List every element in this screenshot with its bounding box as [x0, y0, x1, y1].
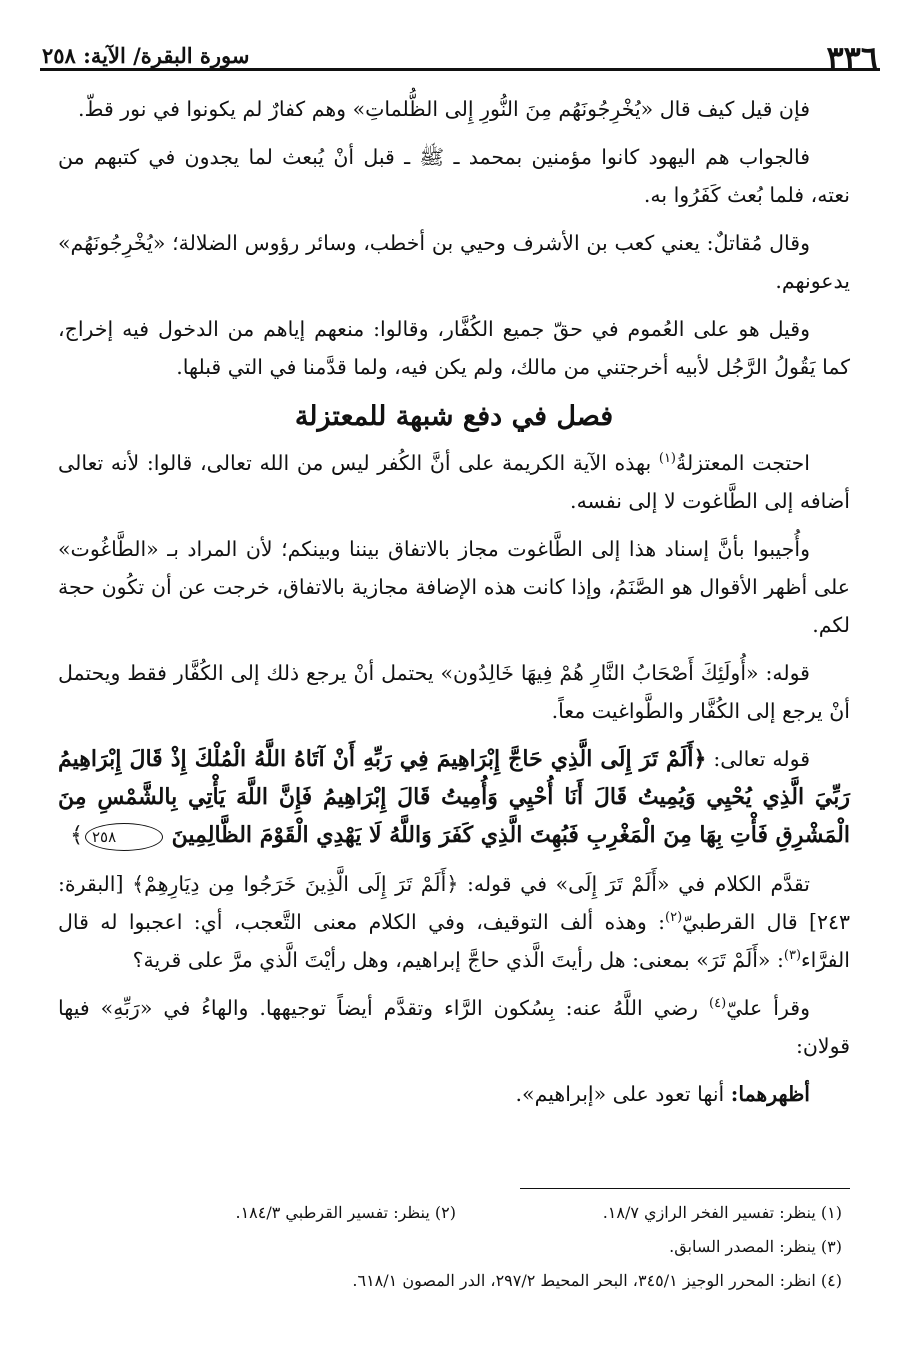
first-opinion-label: أظهرهما:: [730, 1082, 810, 1106]
footnote-1: (١) ينظر: تفسير الفخر الرازي ١٨/٧.: [602, 1203, 842, 1222]
paragraph-5-text-b: بهذه الآية الكريمة على أنَّ الكُفر ليس من الله تعالى، قالوا: لأنه تعالى أضافه إلى الطَّاغوت لا إلى نفسه.: [58, 451, 850, 513]
footnote-ref-2: (٢): [665, 910, 683, 926]
footnote-rule: [520, 1188, 850, 1189]
paragraph-5-text-a: احتجت المعتزلةُ: [676, 451, 810, 475]
paragraph-1: فإن قيل كيف قال «يُخْرِجُونَهُم مِنَ النُّورِ إِلى الظُّلماتِ» وهم كفارٌ لم يكونوا في نور قطّ.: [77, 97, 810, 121]
footnote-ref-3: (٣): [783, 948, 802, 964]
paragraph-10-text-a: وقرأ عليّ: [726, 996, 810, 1020]
paragraph-5: [58, 444, 850, 520]
paragraph-9-text-b: : وهذه ألف التوقيف، وفي الكلام معنى التَّعجب، أي: اعجبوا له قال الفرَّاء: [58, 910, 850, 972]
paragraph-6: وأُجيبوا بأنَّ إسناد هذا إلى الطَّاغوت مجاز بالاتفاق بيننا وبينكم؛ لأن المراد بـ «الطَّاغُوت» على أظهر الأقوال هو الصَّنَمُ، وإذا كانت هذه الإضافة مجازية بالاتفاق، خرجت عن أن تكُون حجة لكم.: [58, 537, 850, 637]
paragraph-10-text-b: رضي اللَّهُ عنه: بِسُكون الرَّاء وتقدَّم أيضاً توجيهها. والهاءُ في «رَبِّهِ» فيها قولان:: [58, 996, 850, 1058]
first-opinion-text: أنها تعود على «إبراهيم».: [515, 1082, 731, 1106]
footnote-3: (٣) ينظر: المصدر السابق.: [669, 1237, 842, 1256]
verse-closing-bracket: ﴾: [70, 823, 83, 848]
header-rule: [40, 68, 880, 71]
footnote-4: (٤) انظر: المحرر الوجيز ٣٤٥/١، البحر المحيط ٢٩٧/٢، الدر المصون ٦١٨/١.: [352, 1271, 842, 1290]
footnote-ref-1: (١): [658, 451, 676, 467]
footnote-2: (٢) ينظر: تفسير القرطبي ١٨٤/٣.: [235, 1203, 456, 1222]
paragraph-10: [58, 989, 850, 1065]
paragraph-4: وقيل هو على العُموم في حقّ جميع الكُفَّار، وقالوا: منعهم إياهم من الدخول فيه إخراج، كما يَقُولُ الرَّجُل لأبيه أخرجتني من مالك، ولم يكن فيه، ولما قدَّمنا في التي قبلها.: [58, 317, 850, 379]
paragraph-8-quran-verse: [58, 740, 850, 855]
footnote-ref-4: (٤): [709, 996, 727, 1012]
paragraph-9: [58, 865, 850, 979]
quran-verse-text: ﴿أَلَمْ تَرَ إِلَى الَّذِي حَاجَّ إِبْرَاهِيمَ فِي رَبِّهِ أَنْ آتَاهُ اللَّهُ الْمُلْكَ إِذْ قَالَ إِبْرَاهِيمُ رَبِّيَ الَّذِي يُحْيِي وَيُمِيتُ قَالَ أَنَا أُحْيِي وَأُمِيتُ قَالَ إِبْرَاهِيمُ فَإِنَّ اللَّهَ يَأْتِي بِالشَّمْسِ مِنَ الْمَشْرِقِ فَأْتِ بِهَا مِنَ الْمَغْرِبِ فَبُهِتَ الَّذِي كَفَرَ وَاللَّهُ لَا يَهْدِي الْقَوْمَ الظَّالِمِينَ: [58, 746, 850, 848]
running-title: سورة البقرة/ الآية: ٢٥٨: [42, 43, 250, 68]
footnotes: [70, 1196, 842, 1298]
main-text: [58, 90, 850, 1123]
verse-number-marker: ٢٥٨: [85, 823, 163, 851]
paragraph-7: قوله: «أُولَئِكَ أَصْحَابُ النَّارِ هُمْ فِيهَا خَالِدُون» يحتمل أنْ يرجع ذلك إلى الكُفَّار فقط ويحتمل أنْ يرجع إلى الكُفَّار والطَّواغيت معاً.: [58, 661, 850, 723]
paragraph-2: فالجواب هم اليهود كانوا مؤمنين بمحمد ـ ﷺ ـ قبل أنْ يُبعث لما يجدون في كتبهم من نعته، فلما بُعث كَفَرُوا به.: [58, 145, 850, 207]
page-number: ٣٣٦: [826, 39, 878, 77]
paragraph-9-text-c: : «أَلَمْ تَرَ» بمعنى: هل رأيتَ الَّذي حاجَّ إبراهيم، وهل رأيْتَ الَّذي مرَّ على قرية؟: [132, 948, 784, 972]
paragraph-3: وقال مُقاتلٌ: يعني كعب بن الأشرف وحيي بن أخطب، وسائر رؤوس الضلالة؛ «يُخْرِجُونَهُم» يدعونهم.: [58, 231, 850, 293]
verse-intro: قوله تعالى:: [706, 747, 810, 771]
paragraph-11: [58, 1075, 850, 1113]
footnote-row-1: [70, 1196, 842, 1230]
section-heading: فصل في دفع شبهة للمعتزلة: [294, 401, 614, 432]
paragraph-9-text-a: تقدَّم الكلام في «أَلَمْ تَرَ إِلَى» في قوله: ﴿أَلَمْ تَرَ إِلَى الَّذِينَ خَرَجُوا مِن دِيَارِهِمْ﴾ [البقرة: ٢٤٣] قال القرطبيّ: [58, 872, 850, 934]
